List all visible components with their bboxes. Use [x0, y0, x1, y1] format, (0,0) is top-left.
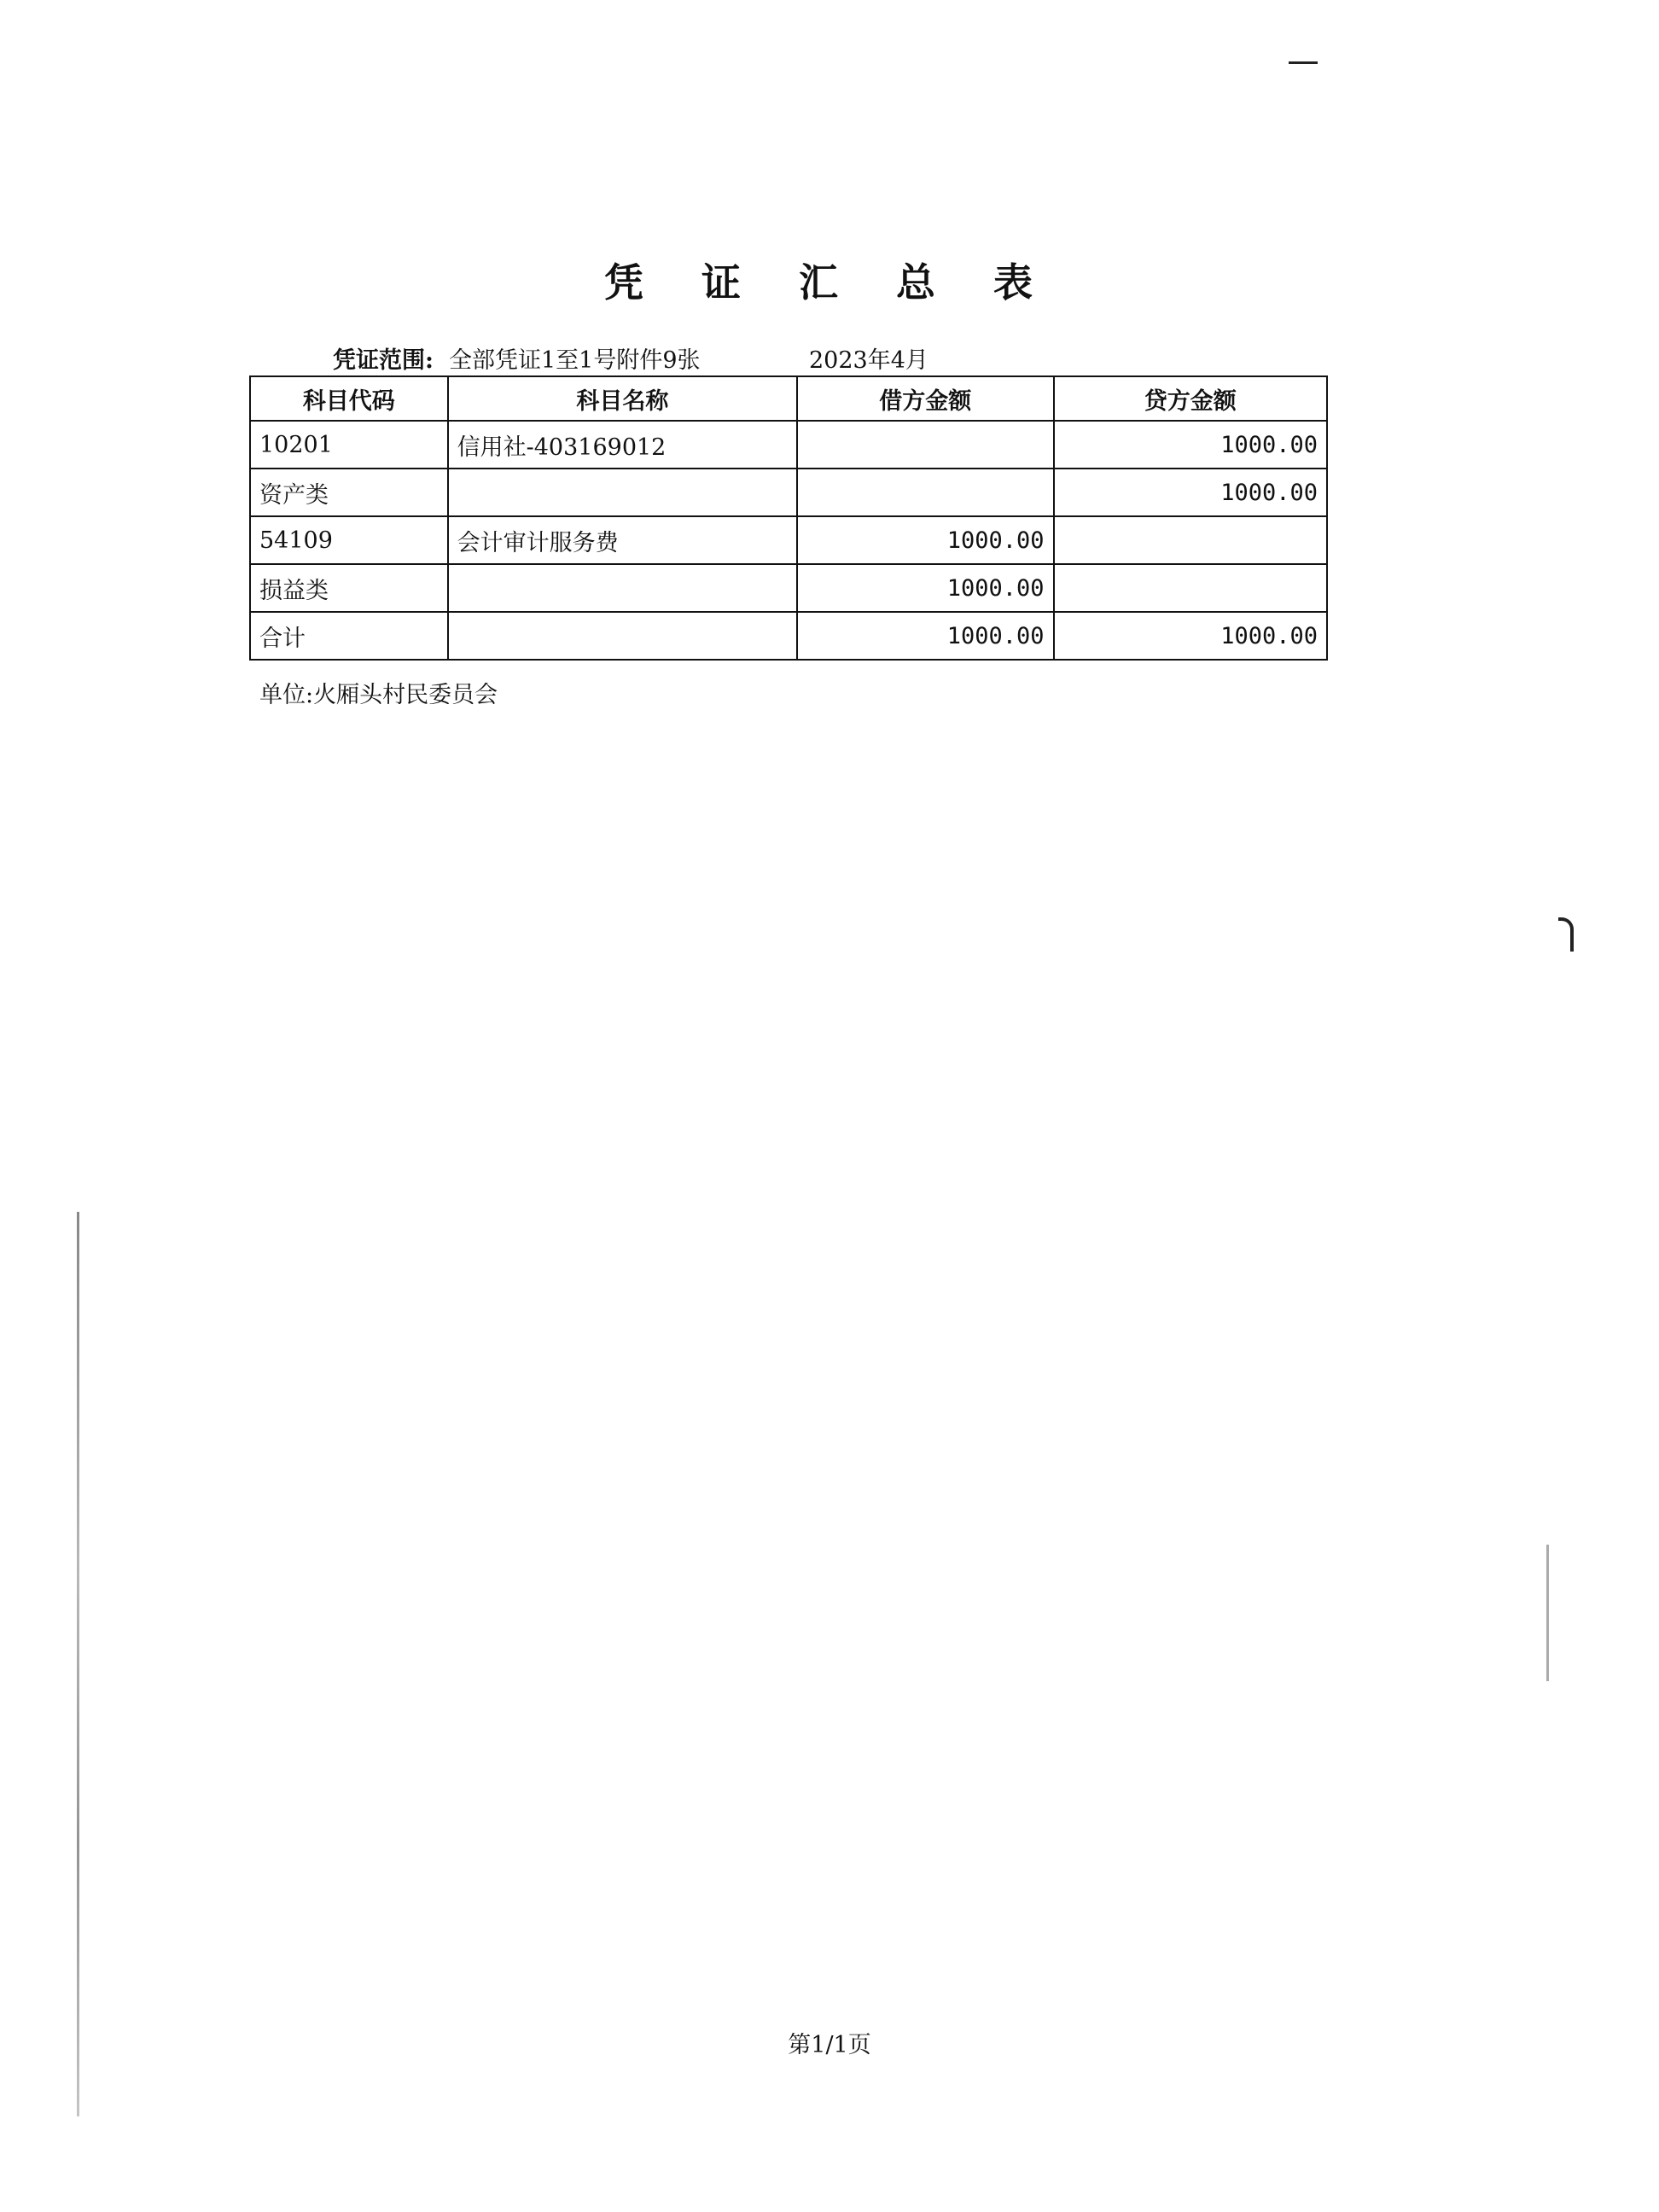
- debit-amount: 1000.00: [797, 564, 1054, 612]
- period: 2023年4月: [809, 347, 928, 374]
- header-credit-amount: 贷方金额: [1054, 376, 1327, 421]
- credit-amount: 1000.00: [1054, 421, 1327, 469]
- credit-amount: [1054, 516, 1327, 564]
- table-row: [250, 421, 1327, 469]
- scan-edge-line: [77, 1212, 79, 2116]
- account-code: 损益类: [250, 564, 448, 612]
- table-row: [250, 469, 1327, 516]
- header-account-name: 科目名称: [448, 376, 797, 421]
- table-total-row: [250, 612, 1327, 660]
- account-code: 合计: [250, 612, 448, 660]
- debit-amount: [797, 421, 1054, 469]
- scan-mark: [1289, 61, 1318, 64]
- header-account-code: 科目代码: [250, 376, 448, 421]
- account-code: 资产类: [250, 469, 448, 516]
- account-name: [448, 469, 797, 516]
- table-row: [250, 516, 1327, 564]
- account-name: 信用社-403169012: [448, 421, 797, 469]
- range-value: 全部凭证1至1号附件9张: [448, 347, 701, 374]
- account-code: 10201: [250, 421, 448, 469]
- voucher-summary-table: [249, 375, 1328, 661]
- debit-amount: 1000.00: [797, 612, 1054, 660]
- account-name: 会计审计服务费: [448, 516, 797, 564]
- debit-amount: [797, 469, 1054, 516]
- credit-amount: [1054, 564, 1327, 612]
- account-name: [448, 612, 797, 660]
- account-name: [448, 564, 797, 612]
- range-label: 凭证范围:: [333, 347, 434, 374]
- scan-edge-line: [1546, 1545, 1549, 1681]
- page-title: 凭 证 汇 总 表: [603, 259, 1056, 306]
- header-debit-amount: 借方金额: [797, 376, 1054, 421]
- table-row: [250, 564, 1327, 612]
- account-code: 54109: [250, 516, 448, 564]
- credit-amount: 1000.00: [1054, 612, 1327, 660]
- page-number: 第1/1页: [788, 2032, 871, 2058]
- scan-mark: [1558, 917, 1574, 952]
- table-header-row: [250, 376, 1327, 421]
- credit-amount: 1000.00: [1054, 469, 1327, 516]
- unit-label: 单位:火厢头村民委员会: [259, 682, 498, 708]
- voucher-range-line: [333, 341, 928, 375]
- debit-amount: 1000.00: [797, 516, 1054, 564]
